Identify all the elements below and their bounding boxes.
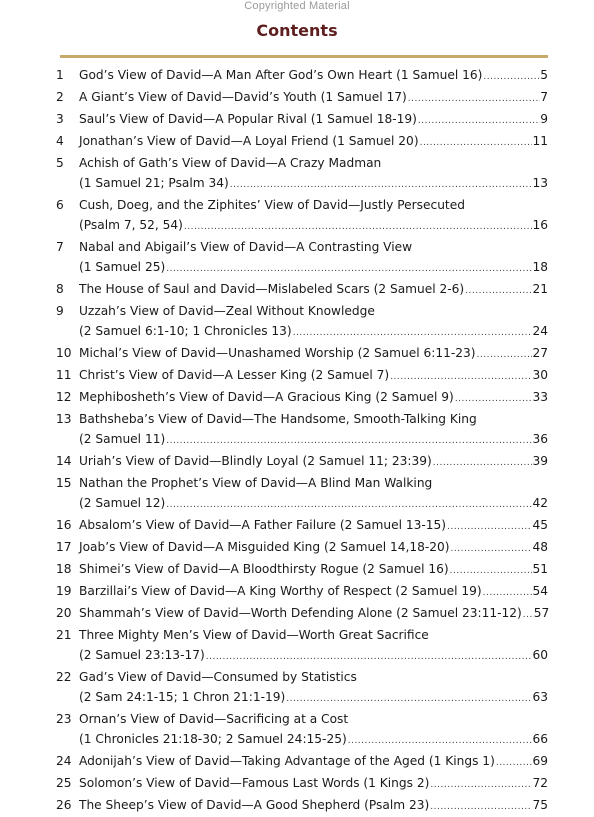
- chapter-title: Solomon’s View of David—Famous Last Words (1 Kings 2): [79, 776, 430, 790]
- toc-entry: [56, 87, 548, 109]
- toc-entry: [56, 795, 548, 817]
- chapter-number: 3: [56, 112, 64, 126]
- chapter-title: The Sheep’s View of David—A Good Shepherd (Psalm 23): [79, 798, 430, 812]
- dot-leader: [429, 797, 532, 817]
- page-number: 54: [532, 584, 548, 598]
- dot-leader: [449, 561, 533, 581]
- page-number: 11: [532, 134, 548, 148]
- chapter-number: 16: [56, 518, 72, 532]
- chapter-title: Mephibosheth’s View of David—A Gracious King (2 Samuel 9): [79, 390, 454, 404]
- chapter-number: 4: [56, 134, 64, 148]
- dot-leader: [482, 67, 540, 87]
- chapter-number: 25: [56, 776, 72, 790]
- chapter-title: Achish of Gath’s View of David—A Crazy Madman: [79, 156, 382, 170]
- toc-entry: [56, 237, 548, 279]
- dot-leader: [464, 281, 532, 301]
- chapter-title: Three Mighty Men’s View of David—Worth Great Sacrifice: [79, 628, 429, 642]
- chapter-number: 23: [56, 712, 72, 726]
- page-number: 48: [532, 540, 548, 554]
- chapter-title: Absalom’s View of David—A Father Failure (2 Samuel 13-15): [79, 518, 447, 532]
- page-number: 51: [532, 562, 548, 576]
- chapter-number: 5: [56, 156, 64, 170]
- chapter-title: Christ’s View of David—A Lesser King (2 Samuel 7): [79, 368, 390, 382]
- dot-leader: [205, 647, 533, 667]
- dot-leader: [454, 389, 533, 409]
- page-number: 36: [532, 432, 548, 446]
- dot-leader: [522, 605, 534, 625]
- chapter-title: The House of Saul and David—Mislabeled Scars (2 Samuel 2-6): [79, 282, 465, 296]
- chapter-title: A Giant’s View of David—David’s Youth (1 Samuel 17): [79, 90, 407, 104]
- page-number: 57: [533, 606, 550, 620]
- toc-entry: [56, 409, 548, 451]
- chapter-number: 19: [56, 584, 72, 598]
- toc-entry: [56, 65, 548, 87]
- toc-entry: [56, 667, 548, 709]
- chapter-number: 26: [56, 798, 72, 812]
- chapter-number: 6: [56, 198, 64, 212]
- dot-leader: [165, 259, 532, 279]
- chapter-number: 10: [56, 346, 72, 360]
- table-of-contents: [56, 65, 548, 817]
- toc-entry: [56, 301, 548, 343]
- toc-entry: [56, 709, 548, 751]
- chapter-title: Gad’s View of David—Consumed by Statistics: [79, 670, 357, 684]
- chapter-title-continued: (2 Samuel 6:1-10; 1 Chronicles 13): [79, 324, 292, 338]
- dot-leader: [407, 89, 540, 109]
- chapter-title: Bathsheba’s View of David—The Handsome, Smooth-Talking King: [79, 412, 477, 426]
- page-number: 16: [532, 218, 548, 232]
- dot-leader: [165, 495, 532, 515]
- page-number: 18: [532, 260, 548, 274]
- chapter-title: Joab’s View of David—A Misguided King (2 Samuel 14,18-20): [79, 540, 450, 554]
- toc-entry: [56, 625, 548, 667]
- dot-leader: [229, 175, 533, 195]
- page-number: 75: [532, 798, 548, 812]
- chapter-title-continued: (1 Chronicles 21:18-30; 2 Samuel 24:15-25): [79, 732, 347, 746]
- chapter-number: 12: [56, 390, 72, 404]
- chapter-title-continued: (1 Samuel 21; Psalm 34): [79, 176, 229, 190]
- chapter-title: Shammah’s View of David—Worth Defending Alone (2 Samuel 23:11-12): [79, 606, 522, 620]
- page-number: 33: [532, 390, 548, 404]
- dot-leader: [432, 453, 533, 473]
- chapter-title: Michal’s View of David—Unashamed Worship (2 Samuel 6:11-23): [79, 346, 476, 360]
- chapter-number: 9: [56, 304, 64, 318]
- page-number: 13: [532, 176, 548, 190]
- chapter-number: 15: [56, 476, 72, 490]
- chapter-title: Ornan’s View of David—Sacrificing at a Cost: [79, 712, 349, 726]
- toc-entry: [56, 581, 548, 603]
- dot-leader: [285, 689, 532, 709]
- page-number: 21: [532, 282, 548, 296]
- toc-entry: [56, 751, 548, 773]
- chapter-title-continued: (Psalm 7, 52, 54): [79, 218, 183, 232]
- chapter-title: Adonijah’s View of David—Taking Advantage of the Aged (1 Kings 1): [79, 754, 495, 768]
- page-number: 66: [532, 732, 548, 746]
- toc-entry: [56, 343, 548, 365]
- chapter-number: 24: [56, 754, 72, 768]
- dot-leader: [482, 583, 533, 603]
- dot-leader: [446, 517, 532, 537]
- title-divider: [60, 55, 548, 58]
- copyright-watermark: Copyrighted Material: [244, 0, 350, 12]
- toc-entry: [56, 515, 548, 537]
- toc-entry: [56, 473, 548, 515]
- dot-leader: [476, 345, 533, 365]
- chapter-title-continued: (2 Samuel 11): [79, 432, 166, 446]
- chapter-title: Nabal and Abigail’s View of David—A Contrasting View: [79, 240, 413, 254]
- page-number: 63: [532, 690, 548, 704]
- page-number: 24: [532, 324, 548, 338]
- toc-entry: [56, 365, 548, 387]
- toc-entry: [56, 773, 548, 795]
- chapter-number: 20: [56, 606, 72, 620]
- page-number: 5: [540, 68, 548, 82]
- dot-leader: [292, 323, 533, 343]
- chapter-number: 13: [56, 412, 72, 426]
- page-number: 69: [532, 754, 548, 768]
- dot-leader: [165, 431, 532, 451]
- chapter-title: Nathan the Prophet’s View of David—A Blind Man Walking: [79, 476, 433, 490]
- toc-entry: [56, 279, 548, 301]
- dot-leader: [417, 111, 540, 131]
- page-number: 7: [540, 90, 548, 104]
- toc-entry: [56, 195, 548, 237]
- toc-entry: [56, 153, 548, 195]
- page-number: 30: [532, 368, 548, 382]
- chapter-title: God’s View of David—A Man After God’s Own Heart (1 Samuel 16): [79, 68, 483, 82]
- chapter-number: 1: [56, 68, 64, 82]
- chapter-title-continued: (2 Sam 24:1-15; 1 Chron 21:1-19): [79, 690, 286, 704]
- chapter-title: Barzillai’s View of David—A King Worthy of Respect (2 Samuel 19): [79, 584, 482, 598]
- chapter-title-continued: (2 Samuel 12): [79, 496, 166, 510]
- chapter-number: 22: [56, 670, 72, 684]
- chapter-title: Uzzah’s View of David—Zeal Without Knowledge: [79, 304, 375, 318]
- toc-entry: [56, 559, 548, 581]
- toc-entry: [56, 537, 548, 559]
- chapter-number: 7: [56, 240, 64, 254]
- page-number: 45: [532, 518, 548, 532]
- toc-entry: [56, 387, 548, 409]
- page-number: 72: [532, 776, 548, 790]
- chapter-number: 17: [56, 540, 72, 554]
- toc-entry: [56, 603, 548, 625]
- page-number: 9: [540, 112, 548, 126]
- dot-leader: [495, 753, 533, 773]
- toc-entry: [56, 451, 548, 473]
- dot-leader: [183, 217, 533, 237]
- chapter-number: 21: [56, 628, 72, 642]
- page-number: 39: [532, 454, 548, 468]
- dot-leader: [389, 367, 532, 387]
- toc-entry: [56, 131, 548, 153]
- page-number: 60: [532, 648, 548, 662]
- chapter-title: Cush, Doeg, and the Ziphites’ View of David—Justly Persecuted: [79, 198, 465, 212]
- page-number: 27: [532, 346, 548, 360]
- dot-leader: [347, 731, 533, 751]
- toc-entry: [56, 109, 548, 131]
- chapter-number: 8: [56, 282, 64, 296]
- chapter-title: Jonathan’s View of David—A Loyal Friend (1 Samuel 20): [79, 134, 419, 148]
- chapter-title: Shimei’s View of David—A Bloodthirsty Rogue (2 Samuel 16): [79, 562, 449, 576]
- chapter-title-continued: (1 Samuel 25): [79, 260, 166, 274]
- chapter-number: 11: [56, 368, 72, 382]
- dot-leader: [429, 775, 532, 795]
- dot-leader: [419, 133, 533, 153]
- chapter-title: Saul’s View of David—A Popular Rival (1 Samuel 18-19): [79, 112, 417, 126]
- page-title: Contents: [256, 21, 338, 40]
- chapter-number: 14: [56, 454, 72, 468]
- chapter-number: 18: [56, 562, 72, 576]
- dot-leader: [450, 539, 533, 559]
- chapter-title-continued: (2 Samuel 23:13-17): [79, 648, 205, 662]
- chapter-number: 2: [56, 90, 64, 104]
- chapter-title: Uriah’s View of David—Blindly Loyal (2 Samuel 11; 23:39): [79, 454, 432, 468]
- page-number: 42: [532, 496, 548, 510]
